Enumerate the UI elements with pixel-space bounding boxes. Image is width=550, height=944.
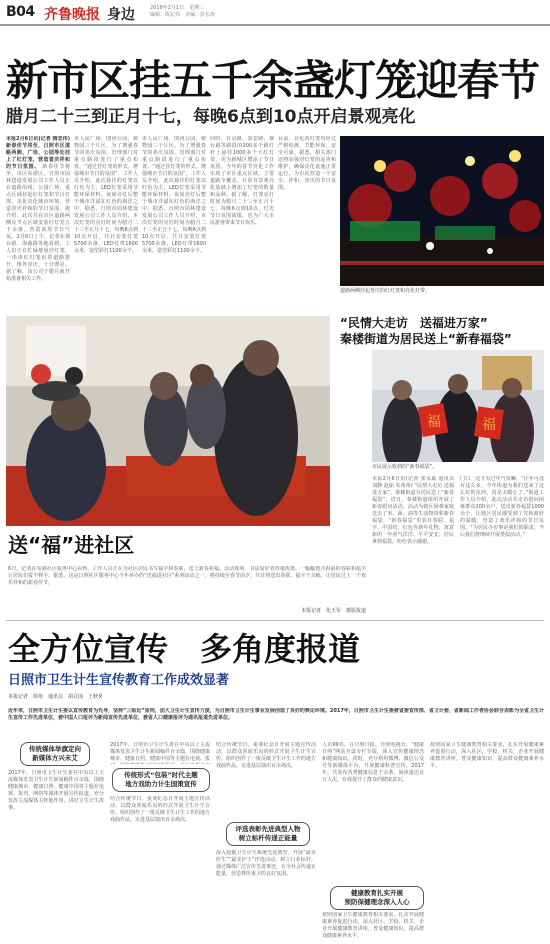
section-title: 身边	[107, 7, 135, 23]
article3-byline: 本报记者 化玉军 摄影报道	[300, 608, 366, 614]
article4-box-title-4: 健康教育扎实开展 预防保健理念深入人心	[330, 886, 424, 910]
header-editors: 编辑：陈宏伟 美编：彭长涛	[150, 12, 216, 18]
page-number: B04	[6, 4, 35, 20]
article1-column-4: 同时，在京路、泰安路、烟台路等路段的200多个路灯杆上悬挂1000多个大红灯笼，更为新城区增添了节日氛围。今年的春节亮化工作实现了市区重点区域、主要道路全覆盖，在原有景观亮化基础上增加了灯笼的数量和品种。据了解，灯笼亮灯时间为腊月二十三至正月十七，每晚6点到10点，灯光节日氛围浓郁，也为广大市民游客带来节日欢乐。	[210, 136, 274, 226]
article4-column-2: 结合传统节日、重要纪念日开展主题宣传活动，以群众喜闻乐见的形式开展卫生计生宣传。组织创作了一批反映卫生计生工作的地方戏曲作品，走进基层演出百余场次。	[110, 796, 210, 823]
article4-column-3-top: 结合传统节日、重要纪念日开展主题宣传活动，以群众喜闻乐见的形式开展卫生计生宣传。组织创作了一批反映卫生计生工作的地方戏曲作品，走进基层演出百余场次。	[216, 742, 316, 769]
article1-night-lanterns-photo	[340, 136, 544, 286]
article1-col1-text: 新春佳节将至，市区东港区、日照市园林建设发展公司工作人员正在道路沿线、公园广场、重点区域挂起红灯笼和节日灯饰，美化亮化城市环境，营造喜庆祥和的节日氛围。据介绍，此次共在市区道路两侧及节点区域安装红灯笼五千余盏，营造浓厚节日气氛。2月6日上午，记者在烟台路、海曲路等地看到，工人们正在忙碌地悬挂灯笼，一串串红灯笼沿着道路排开，格外喜庆，十分漂亮。据了解，该公司于腊月就开始准备相关工作。	[6, 164, 70, 282]
article4-box-title-3: 评选表彰先进典型人物 树立标杆传递正能量	[226, 822, 310, 846]
article4-column-5: 按照国家卫生健康教育相关要求，扎实开展健康素养促进行动，深入社区、学校、机关、企业开展健康教育讲座，普及健康知识，提高群众健康素养水平。	[430, 742, 544, 769]
article2-column-1: 本报2月6日讯(记者 张永斌 通讯员 刘静 赵丽 朱蒂蒂) “民情大走访 送福进万家”，秦楼街道为居民送上“新春福袋”。近日，秦楼街道组织开展了新春慰问活动，活动为辖区困难家庭送去了米、面、油等生活物资和新春福袋。“新春福袋”里装有春联、福字、中国结、红包等新年礼物，寓意新的一年喜气洋洋、平平安安。居民拿到福袋，纷纷表示感谢。	[372, 476, 454, 545]
article1-column-2: 市人民广场、图河公园、植物园三个片区。为了增强春节的喜庆氛围，管理部门对重点路段进行了重点布置。“通过挂灯笼的形式，增强城市节日的氛围”，工作人员介绍，此次悬挂的灯笼以红色为主，LED灯笼采用节能环保材料，夜间亮灯后整个城市洋溢在红色的海洋之中。据悉，日照市园林建设发展公司工作人员介绍，本次灯笼的亮灯时间为腊月二十三至正月十七，每晚6点到10点开启，共计安装灯笼5700余盏，LED灯带1600余米，造型彩灯1100余个。	[74, 136, 138, 254]
newspaper-logo: 齐鲁晚报	[44, 7, 100, 23]
article1-column-5: 目前，亮化的灯笼均经过严格检测，节能环保，安全可靠。据悉，相关部门还将加强对灯笼的巡查和维护，确保亮化设施正常运行，为市民营造一个安全、祥和、喜庆的节日氛围。	[278, 136, 336, 191]
article1-subheadline: 腊月二十三到正月十七，每晚6点到10点开启景观亮化	[6, 107, 416, 127]
article2-photo-caption: 市民展示收到的“新春福袋”。	[372, 464, 438, 470]
svg-text:福: 福	[482, 417, 496, 433]
fudai-photo-graphic	[372, 350, 544, 462]
article4-byline: 本报记者 徐艳 通讯员 胡召国 王秋茗	[8, 694, 104, 700]
article2-column-2: 门口，这才有过年气氛嘛。“往年可没有这么多，今年街道为我们送来了这么好的东西，真是太暖心了。”街道工作人员介绍，此次活动共走访慰问困难群众200余户，送出新春福袋1000余个，让辖区居民感受到了党和政府的温暖，营造了欢乐祥和的节日氛围。“为居民办实事是我们的职责，今后我们将继续开展类似活动。”	[460, 476, 544, 538]
article1-column-1	[6, 136, 70, 304]
article2-fudai-photo	[372, 350, 544, 462]
article1-headline: 新市区挂五千余盏灯笼迎春节	[6, 56, 540, 105]
article3-calligraphy-photo	[6, 316, 330, 526]
article3-headline: 送“福”进社区	[8, 533, 135, 557]
article2-headline-line1: “民情大走访 送福进万家”	[340, 316, 488, 330]
article4-subheadline: 日照市卫生计生宣传教育工作成效显著	[8, 673, 230, 688]
article1-photo-caption: 道路两侧挂起喜庆的红灯笼和亮化灯带。	[340, 288, 431, 294]
section-divider	[6, 620, 544, 621]
header-divider	[0, 24, 550, 26]
article4-column-2-top: 2017年，日照市卫生计生委在中央以上主流媒体发表卫生计生新闻稿件百余篇，围绕健康城市、健康日照、健康中国等主题在电视、报	[110, 742, 210, 762]
svg-text:福: 福	[427, 414, 441, 430]
article4-column-4: 人员99名，在日照日报、日照电视台、“健康日照”网站开设专栏专版，深入宣传健康理念和健康知识。同时，充分利用微博、微信公众号等新媒体平台，开展健康科普宣传。2017年，共发布各类健康信息千余条，阅读量达百万人次，有效提升了群众的健康意识。	[322, 742, 424, 783]
header-meta	[150, 5, 270, 19]
header-date: 2018年2月1日 星期三	[150, 5, 205, 11]
article3-text: 6日，记者在东港社区服务中心看到，工作人员正在为社区居民书写福字和春联，送上新春祝福。活动现场，书法爱好者挥毫泼墨，一幅幅饱含祝福的春联和福字让居民们爱不释手。据悉，这是日照社区服务中心今年举办的“送福进社区”系列活动之一，将持续至春节前夕，共计将送出春联、福字千余幅，让居民过上一个欢乐祥和的新春佳节。	[8, 566, 366, 586]
lantern-photo-graphic	[340, 136, 544, 286]
article4-column-4-bottom: 按照国家卫生健康教育相关要求，扎实开展健康素养促进行动，深入社区、学校、机关、企业开展健康教育讲座，普及健康知识，提高群众健康素养水平。	[322, 912, 424, 938]
calligraphy-photo-graphic	[6, 316, 330, 526]
article4-lead: 近年来，日照市卫生计生委以宣传教育为先导，坚持“三贴近”原则，加大卫生计生宣传力度，为日照市卫生计生事业发展创造了良好的舆论环境。2017年，日照市卫生计生委被省委宣传部、省卫计委、省新闻工作者协会联合表彰为全省卫生计生宣传工作先进单位，被中国人口报评为新闻宣传先进单位，被省人口健康报评为通讯报道先进单位。	[8, 708, 544, 721]
article1-column-3: 市人民广场、图河公园、植物园三个片区。为了增强春节的喜庆氛围，管理部门对重点路段进行了重点布置。“通过挂灯笼的形式，增强城市节日的氛围”，工作人员介绍，此次悬挂的灯笼以红色为主，LED灯笼采用节能环保材料，夜间亮灯后整个城市洋溢在红色的海洋之中。据悉，日照市园林建设发展公司工作人员介绍，本次灯笼的亮灯时间为腊月二十三至正月十七，每晚6点到10点开启，共计安装灯笼5700余盏，LED灯带1600余米，造型彩灯1100余个。	[142, 136, 206, 254]
article4-column-3: 深入挖掘卫生计生系统先进典型，开展“最美医生”“最美护士”评选活动，树立行业标杆。通过媒体广泛宣传先进事迹，在全社会传递正能量，营造尊医重卫的良好氛围。	[216, 850, 316, 877]
article4-box-title-1: 传统媒体举旗定向 新媒体方兴未艾	[20, 742, 90, 766]
article1-byline: 本报2月6日讯(记者 隋忠伟) 新春佳节将至，日照市区道路两侧、广场、公园等处挂上了红灯笼，营造喜庆祥和的节日氛围。	[6, 136, 70, 170]
article4-column-1: 2017年，日照市卫生计生委在中央以上主流媒体发表卫生计生新闻稿件百余篇，围绕健康城市、健康日照、健康中国等主题在电视、报刊、网络等媒体开展宣传报道。充分发挥主流媒体主阵地作用，讲好卫生计生故事。	[8, 770, 104, 811]
article2-headline-line2: 秦楼街道为居民送上“新春福袋”	[340, 332, 512, 346]
article4-headline: 全方位宣传 多角度报道	[8, 630, 361, 668]
article4-box-title-2: 传统形式“包装”时代主题 地方戏助力计生国策宣传	[112, 768, 210, 792]
